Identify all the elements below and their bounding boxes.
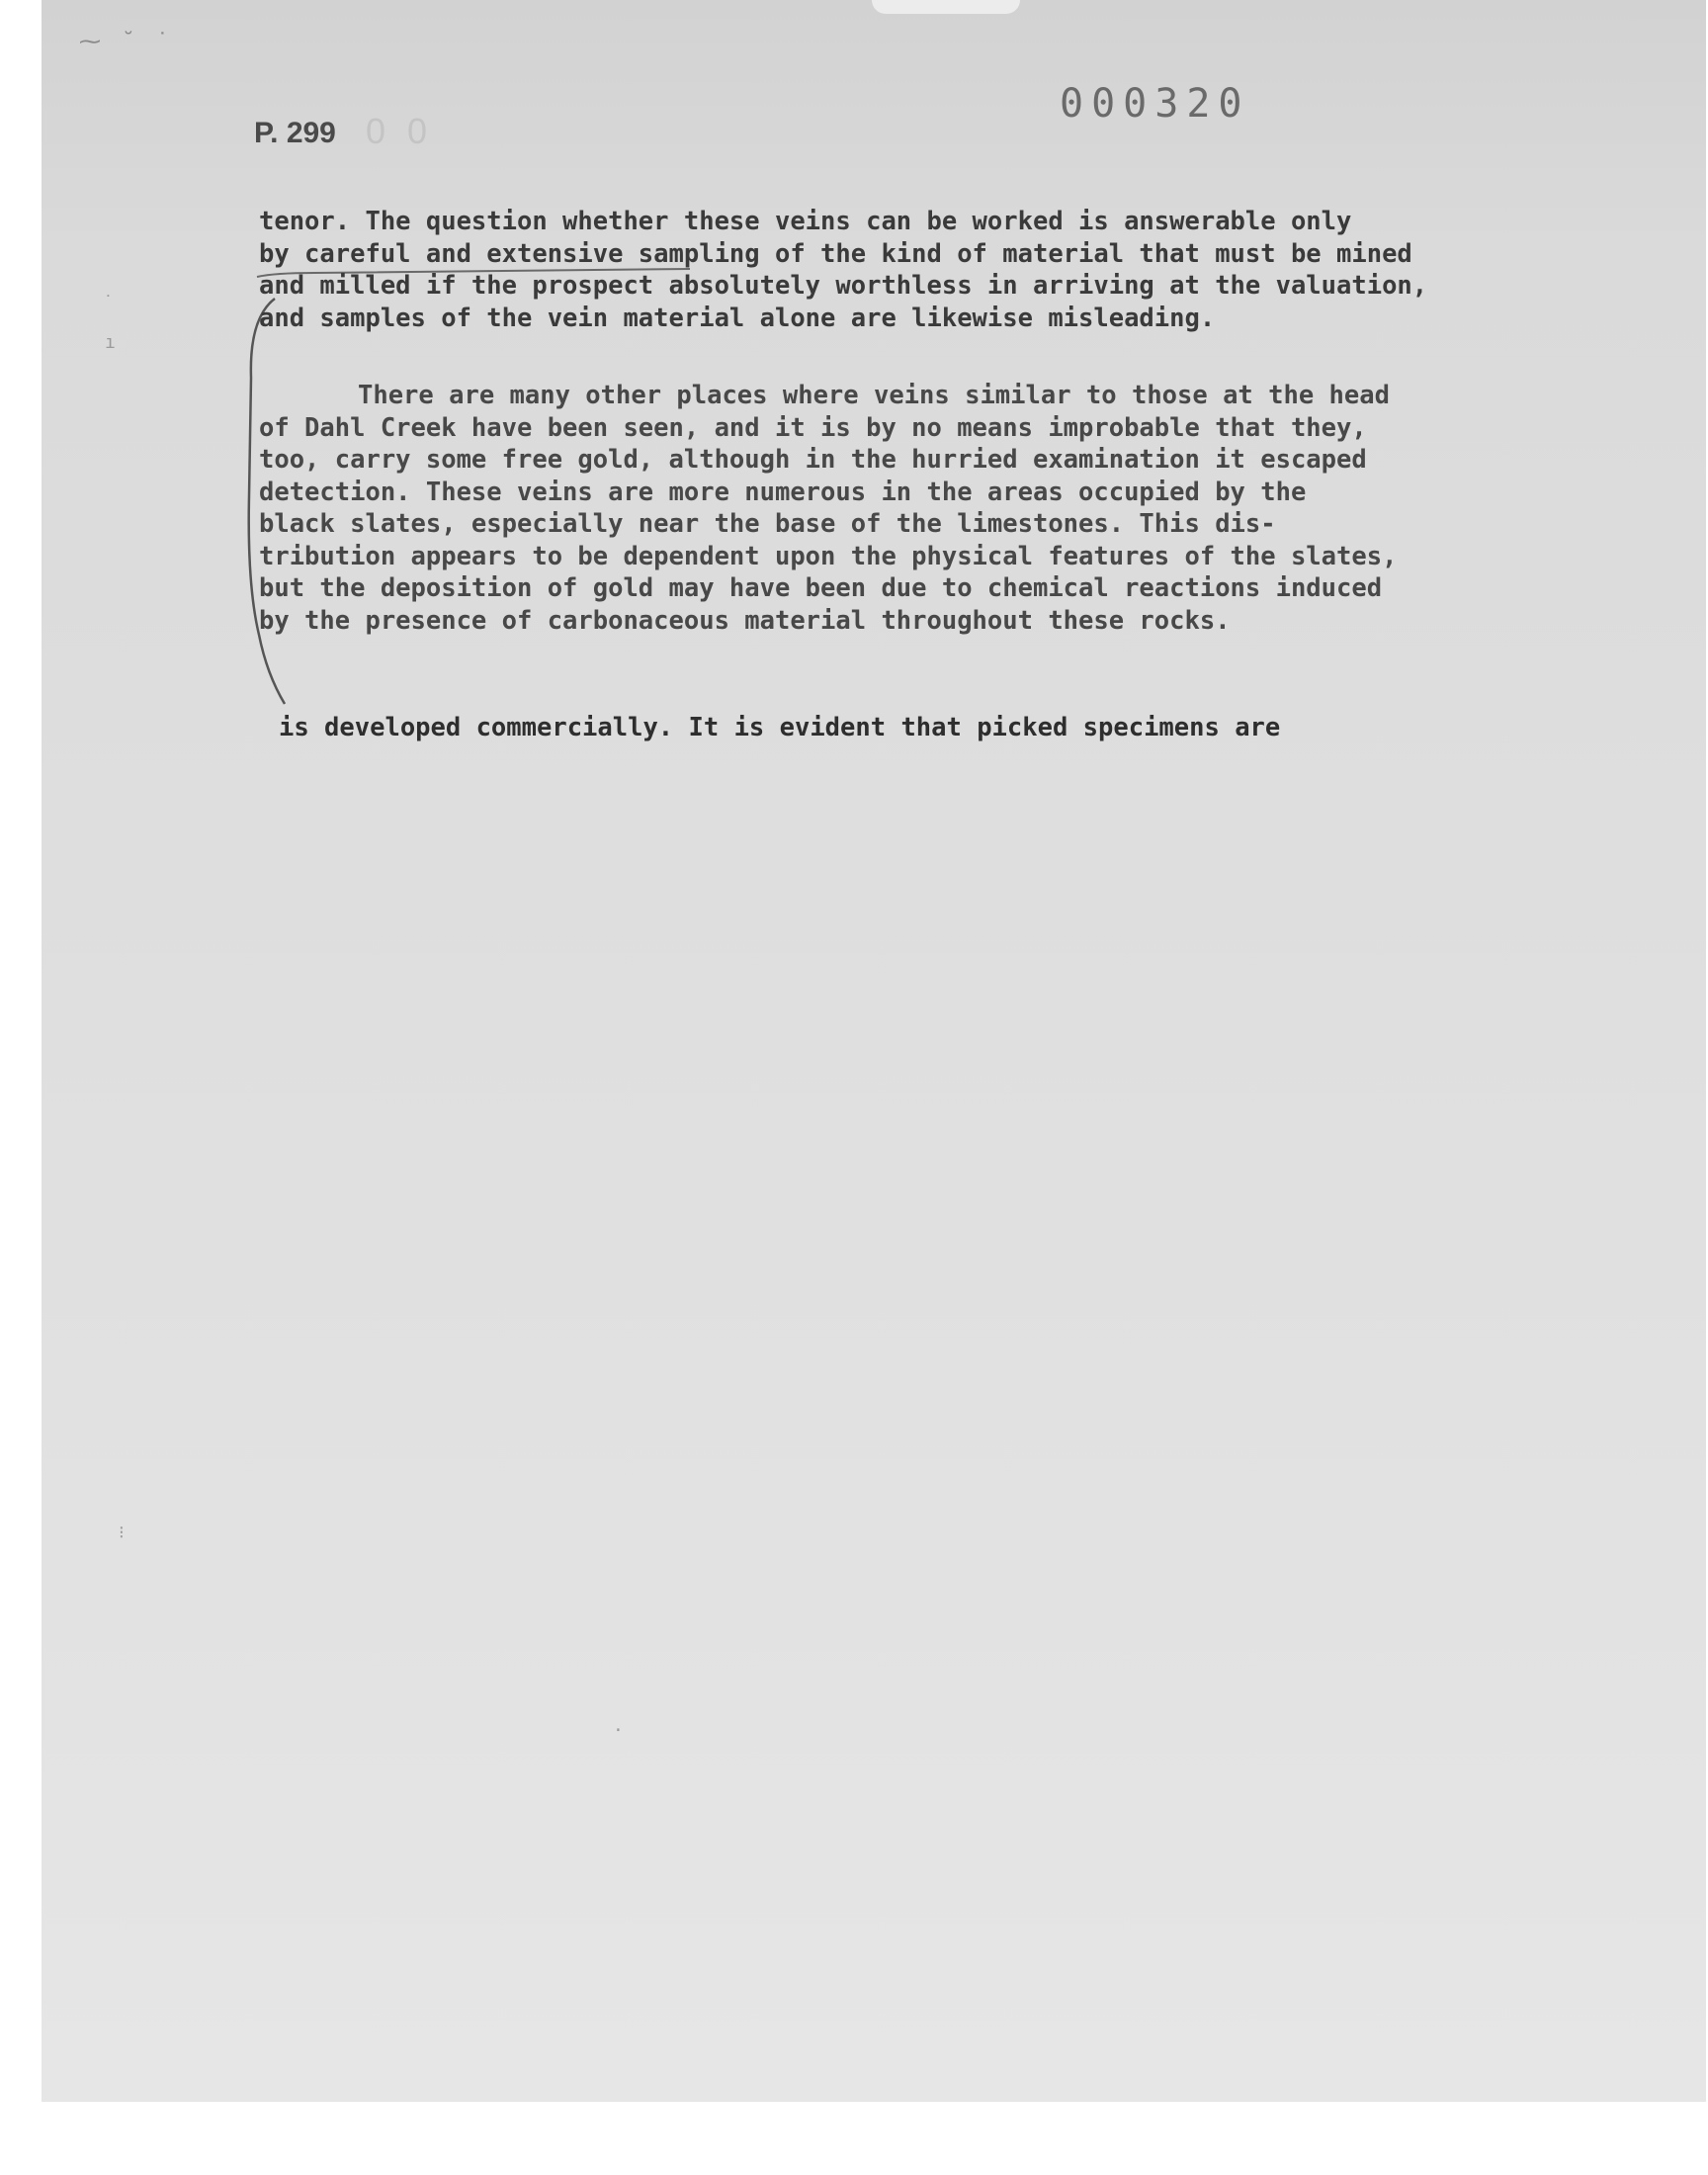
paper-tear: [872, 0, 1020, 14]
text-line: and samples of the vein material alone are likewise misleading.: [259, 303, 1216, 333]
page-reference: P. 299: [254, 117, 336, 149]
document-number-stamp: 000320: [1060, 81, 1250, 127]
text-line: black slates, especially near the base of the limestones. This dis-: [259, 509, 1276, 539]
margin-speck: ˙: [103, 293, 114, 313]
corner-pencil-marks: ⁓ ˘ ˙: [79, 30, 173, 54]
text-line: and milled if the prospect absolutely worthless in arriving at the valuation,: [259, 271, 1428, 301]
text-line: but the deposition of gold may have been due to chemical reactions induced: [259, 573, 1383, 603]
faint-stamp-ghost: 0 0: [366, 111, 434, 151]
margin-speck: ⁝: [119, 1522, 125, 1543]
margin-speck: ·: [613, 1720, 624, 1741]
paragraph-dahl-creek-veins: [259, 380, 1544, 637]
text-line: detection. These veins are more numerous in the areas occupied by the: [259, 477, 1307, 507]
text-line: is developed commercially. It is evident that picked specimens are: [279, 713, 1281, 742]
text-line: tenor. The question whether these veins can be worked is answerable only: [259, 207, 1352, 236]
paragraph-vein-sampling: [259, 206, 1544, 334]
text-line: by careful and extensive sampling of the kind of material that must be mined: [259, 238, 1412, 269]
text-line: by the presence of carbonaceous material throughout these rocks.: [259, 605, 1231, 636]
paragraph-commercial-development: [279, 712, 1564, 744]
text-line: There are many other places where veins similar to those at the head: [358, 381, 1390, 410]
text-line: too, carry some free gold, although in the hurried examination it escaped: [259, 445, 1367, 475]
text-line: of Dahl Creek have been seen, and it is by no means improbable that they,: [259, 412, 1367, 443]
margin-speck: ı: [105, 332, 116, 353]
text-line: tribution appears to be dependent upon the physical features of the slates,: [259, 541, 1398, 571]
